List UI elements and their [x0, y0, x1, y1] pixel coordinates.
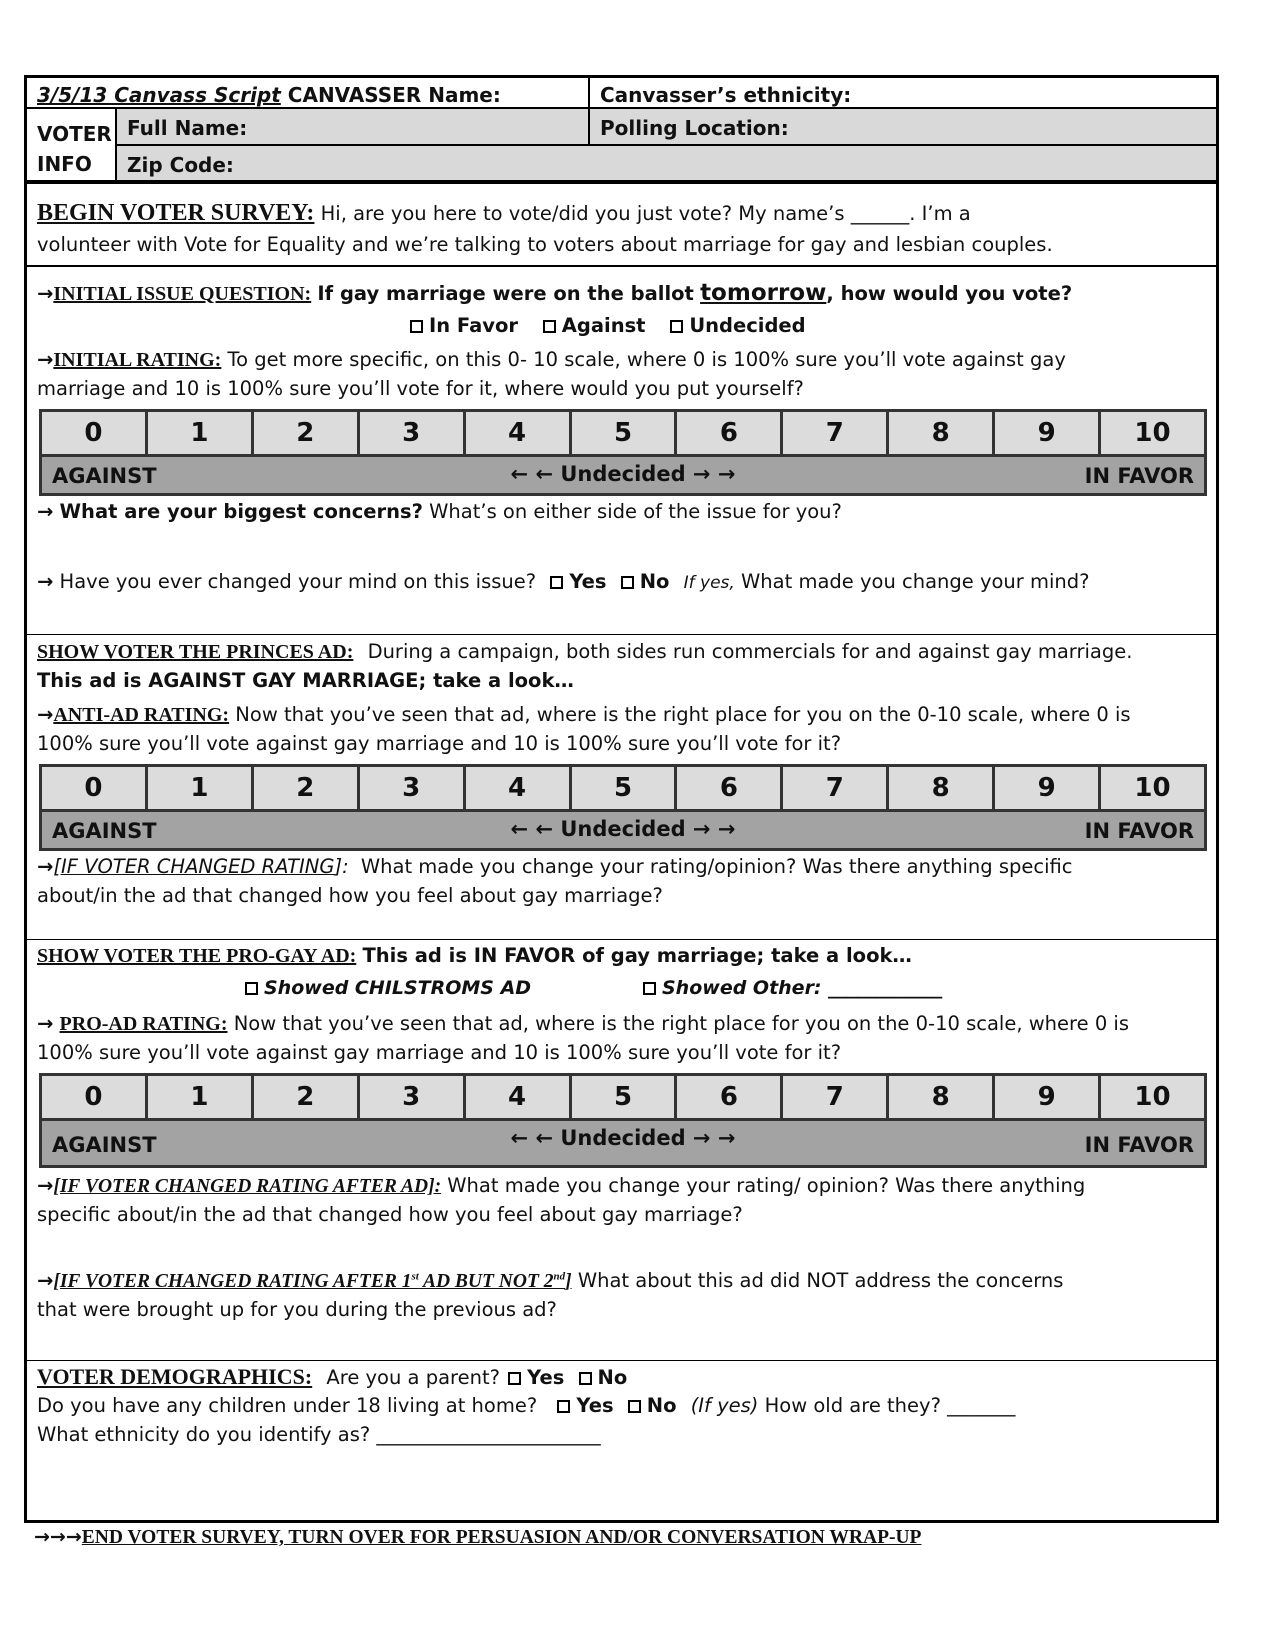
- concerns-line: → What are your biggest concerns? What’s on either side of the issue for you?: [37, 500, 842, 523]
- scale-in-favor-label: IN FAVOR: [1084, 464, 1194, 488]
- header-title-cell: [27, 78, 590, 109]
- children-age-question[interactable]: How old are they? _______: [764, 1394, 1016, 1417]
- children-yes-label: Yes: [576, 1394, 614, 1417]
- begin-survey-line-1: [37, 200, 971, 227]
- begin-survey-heading: BEGIN VOTER SURVEY:: [37, 200, 315, 226]
- showed-chilstroms-checkbox[interactable]: [245, 982, 258, 995]
- canvasser-ethnicity-cell[interactable]: [590, 78, 1216, 109]
- label-part-b: AD BUT NOT 2: [418, 1271, 554, 1292]
- scale-option-10[interactable]: 10: [1134, 1082, 1171, 1112]
- full-name-field[interactable]: [117, 109, 590, 146]
- footer-arrows-icon: →→→: [34, 1526, 82, 1548]
- scale-option-8[interactable]: 8: [889, 767, 995, 809]
- children-yes-checkbox[interactable]: [557, 1400, 570, 1413]
- label-part-a: [IF VOTER CHANGED RATING AFTER 1: [53, 1271, 412, 1292]
- if-changed-1st-not-2nd-line-2: that were brought up for you during the previous ad?: [37, 1298, 557, 1321]
- pro-ad-rating-line-1: → PRO-AD RATING: Now that you’ve seen that ad, where is the right place for you on the 0-10 scale, where 0 is: [37, 1012, 1129, 1035]
- left-arrows-icon: ← ←: [510, 462, 554, 486]
- scale-option-6[interactable]: 6: [677, 1076, 783, 1118]
- scale-option-6[interactable]: 6: [677, 412, 783, 454]
- children-no-label: No: [646, 1394, 677, 1417]
- children-if-yes: (If yes): [690, 1394, 759, 1417]
- canvasser-name-label: CANVASSER Name:: [287, 83, 501, 107]
- scale-option-2[interactable]: 2: [254, 767, 360, 809]
- initial-issue-heading: INITIAL ISSUE QUESTION:: [53, 283, 312, 305]
- scale-option-2[interactable]: 2: [254, 412, 360, 454]
- parent-no-label: No: [597, 1366, 628, 1389]
- scale-mid-text: Undecided: [560, 817, 686, 841]
- zip-code-field[interactable]: [117, 146, 1216, 182]
- scale-against-label: AGAINST: [52, 1133, 157, 1157]
- if-changed-1st-not-2nd-label: [53, 1271, 571, 1292]
- canvasser-ethnicity-label: Canvasser’s ethnicity:: [600, 83, 852, 107]
- changed-mind-yes-checkbox[interactable]: [550, 576, 563, 589]
- changed-mind-followup: What made you change your mind?: [741, 570, 1090, 593]
- scale-undecided-label: [42, 1126, 1204, 1150]
- label-sup-2: nd: [553, 1270, 566, 1283]
- zip-code-label: Zip Code:: [127, 153, 234, 177]
- pro-gay-ad-heading: SHOW VOTER THE PRO-GAY AD:: [37, 945, 357, 967]
- if-changed-line-2: about/in the ad that changed how you feel about gay marriage?: [37, 884, 663, 907]
- changed-mind-yes-label: Yes: [569, 570, 607, 593]
- arrow-icon: →: [37, 282, 54, 305]
- scale-numbers: [42, 767, 1204, 812]
- showed-other-label: Showed Other: ____________: [662, 977, 943, 999]
- pro-gay-ad-options: [237, 977, 531, 999]
- scale-option-6[interactable]: 6: [677, 767, 783, 809]
- pro-ad-rating-scale: [39, 1073, 1207, 1168]
- scale-legend-bar: [42, 457, 1204, 493]
- scale-against-label: AGAINST: [52, 464, 157, 488]
- scale-option-10[interactable]: 10: [1134, 773, 1171, 803]
- undecided-label: Undecided: [689, 314, 806, 337]
- pro-ad-rating-line-2: 100% sure you’ll vote against gay marriage and 10 is 100% sure you’ll vote for it?: [37, 1041, 842, 1064]
- right-arrows-icon: → →: [692, 1126, 736, 1150]
- changed-mind-line: → Have you ever changed your mind on this issue? Yes No If yes, What made you change your mind?: [37, 570, 1090, 593]
- scale-option-7[interactable]: 7: [783, 767, 889, 809]
- parent-question: Are you a parent?: [326, 1366, 500, 1389]
- scale-numbers: [42, 1076, 1204, 1121]
- initial-rating-scale: [39, 409, 1207, 496]
- showed-chilstroms-label: Showed CHILSTROMS AD: [264, 977, 532, 999]
- header-bottom-rule: [27, 180, 1216, 184]
- anti-ad-rating-text-1: Now that you’ve seen that ad, where is the right place for you on the 0-10 scale, where 0 is: [235, 703, 1131, 726]
- scale-option-10[interactable]: 10: [1134, 418, 1171, 448]
- scale-numbers: [42, 412, 1204, 457]
- if-changed-label: [IF VOTER CHANGED RATING: [53, 855, 335, 878]
- if-changed-1st-not-2nd-line-1: →[IF VOTER CHANGED RATING AFTER 1st AD BUT NOT 2nd] What about this ad did NOT address the concerns: [37, 1269, 1064, 1292]
- scale-option-3[interactable]: 3: [360, 412, 466, 454]
- scale-option-5[interactable]: 5: [572, 1076, 678, 1118]
- scale-option-4[interactable]: 4: [466, 1076, 572, 1118]
- scale-undecided-label: [42, 817, 1204, 841]
- against-label: Against: [561, 314, 646, 337]
- scale-option-8[interactable]: 8: [889, 412, 995, 454]
- concerns-question: What are your biggest concerns?: [59, 500, 423, 523]
- scale-against-label: AGAINST: [52, 819, 157, 843]
- scale-option-9[interactable]: 9: [995, 412, 1101, 454]
- scale-option-1[interactable]: 1: [148, 412, 254, 454]
- right-arrows-icon: → →: [692, 462, 736, 486]
- if-changed-after-ad-label: [IF VOTER CHANGED RATING AFTER AD]:: [53, 1176, 442, 1197]
- voter-info-cell: [27, 109, 117, 182]
- scale-option-4[interactable]: 4: [466, 412, 572, 454]
- scale-option-9[interactable]: 9: [995, 1076, 1101, 1118]
- if-changed-line-1: →[IF VOTER CHANGED RATING]: What made you change your rating/opinion? Was there anything specific: [37, 855, 1073, 878]
- pro-ad-rating-text-1: Now that you’ve seen that ad, where is the right place for you on the 0-10 scale, where 0 is: [233, 1012, 1129, 1035]
- footer-line: [34, 1526, 921, 1549]
- scale-option-7[interactable]: 7: [783, 412, 889, 454]
- begin-survey-line-2: volunteer with Vote for Equality and we’re talking to voters about marriage for gay and lesbian couples.: [37, 233, 1053, 256]
- initial-rating-heading: INITIAL RATING:: [53, 349, 222, 371]
- pro-ad-rating-heading: PRO-AD RATING:: [59, 1013, 228, 1035]
- label-sup-1: st: [411, 1270, 419, 1283]
- scale-option-2[interactable]: 2: [254, 1076, 360, 1118]
- scale-option-0[interactable]: 0: [42, 767, 148, 809]
- princes-ad-line-2: This ad is AGAINST GAY MARRIAGE; take a look…: [37, 669, 574, 692]
- children-no-checkbox[interactable]: [628, 1400, 641, 1413]
- scale-undecided-label: [42, 462, 1204, 486]
- in-favor-checkbox[interactable]: [410, 320, 423, 333]
- scale-option-9[interactable]: 9: [995, 767, 1101, 809]
- scale-option-1[interactable]: 1: [148, 767, 254, 809]
- script-title: 3/5/13 Canvass Script: [37, 83, 281, 107]
- scale-mid-text: Undecided: [560, 1126, 686, 1150]
- anti-ad-rating-line-1: →ANTI-AD RATING: Now that you’ve seen that ad, where is the right place for you on the 0-10 scale, where 0 is: [37, 703, 1131, 726]
- scale-option-0[interactable]: 0: [42, 412, 148, 454]
- scale-option-5[interactable]: 5: [572, 767, 678, 809]
- scale-in-favor-label: IN FAVOR: [1084, 1133, 1194, 1157]
- initial-issue-question: If gay marriage were on the ballot: [317, 282, 694, 305]
- left-arrows-icon: ← ←: [510, 1126, 554, 1150]
- undecided-checkbox[interactable]: [670, 320, 683, 333]
- voter-info-label-1: VOTER: [37, 122, 112, 146]
- princes-ad-heading: SHOW VOTER THE PRINCES AD:: [37, 641, 354, 663]
- footer-text: END VOTER SURVEY, TURN OVER FOR PERSUASION AND/OR CONVERSATION WRAP-UP: [81, 1527, 922, 1548]
- changed-mind-question: Have you ever changed your mind on this issue?: [59, 570, 537, 593]
- parent-yes-label: Yes: [527, 1366, 565, 1389]
- changed-mind-no-label: No: [639, 570, 670, 593]
- scale-option-3[interactable]: 3: [360, 767, 466, 809]
- polling-location-field[interactable]: [590, 109, 1216, 146]
- parent-yes-checkbox[interactable]: [508, 1372, 521, 1385]
- initial-rating-text-1: To get more specific, on this 0- 10 scale, where 0 is 100% sure you’ll vote against gay: [227, 348, 1066, 371]
- demographics-line-2: [37, 1394, 1015, 1417]
- section-divider: [27, 634, 1216, 635]
- initial-rating-line-1: →INITIAL RATING: To get more specific, on this 0- 10 scale, where 0 is 100% sure you’ll vote against gay: [37, 348, 1066, 371]
- survey-form: [24, 75, 1219, 1523]
- scale-in-favor-label: IN FAVOR: [1084, 819, 1194, 843]
- section-divider: [27, 1360, 1216, 1361]
- initial-issue-emphasis: tomorrow: [700, 280, 827, 306]
- label-part-c: ]: [565, 1271, 572, 1292]
- scale-legend-bar: [42, 812, 1204, 848]
- scale-option-8[interactable]: 8: [889, 1076, 995, 1118]
- if-changed-after-ad-line-2: specific about/in the ad that changed how you feel about gay marriage?: [37, 1203, 743, 1226]
- initial-issue-options: [402, 314, 806, 337]
- right-arrows-icon: → →: [692, 817, 736, 841]
- parent-no-checkbox[interactable]: [579, 1372, 592, 1385]
- scale-legend-bar: [42, 1121, 1204, 1165]
- begin-survey-text-1: Hi, are you here to vote/did you just vote? My name’s ______. I’m a: [320, 202, 971, 225]
- demographics-line-3[interactable]: What ethnicity do you identify as? _______________________: [37, 1423, 601, 1446]
- if-changed-text-1: What made you change your rating/opinion? Was there anything specific: [360, 855, 1073, 878]
- scale-option-1[interactable]: 1: [148, 1076, 254, 1118]
- pro-gay-ad-text: This ad is IN FAVOR of gay marriage; take a look…: [362, 944, 912, 967]
- initial-issue-question-end: , how would you vote?: [826, 282, 1073, 305]
- left-arrows-icon: ← ←: [510, 817, 554, 841]
- changed-mind-if-yes: If yes,: [683, 573, 735, 593]
- if-changed-label-end: ]:: [334, 855, 349, 878]
- initial-rating-line-2: marriage and 10 is 100% sure you’ll vote for it, where would you put yourself?: [37, 377, 804, 400]
- scale-mid-text: Undecided: [560, 462, 686, 486]
- polling-location-label: Polling Location:: [600, 116, 789, 140]
- demographics-line-1: [37, 1364, 627, 1390]
- pro-gay-ad-other: [635, 977, 942, 999]
- concerns-followup: What’s on either side of the issue for you?: [429, 500, 842, 523]
- pro-gay-ad-line: [37, 944, 912, 968]
- against-checkbox[interactable]: [543, 320, 556, 333]
- scale-option-3[interactable]: 3: [360, 1076, 466, 1118]
- in-favor-label: In Favor: [429, 314, 518, 337]
- section-divider: [27, 939, 1216, 940]
- anti-ad-rating-scale: [39, 764, 1207, 851]
- section-divider: [27, 265, 1216, 267]
- voter-info-label-2: INFO: [37, 152, 92, 176]
- if-changed-after-ad-line-1: →[IF VOTER CHANGED RATING AFTER AD]: What made you change your rating/ opinion? Was there anything: [37, 1174, 1086, 1197]
- showed-other-checkbox[interactable]: [643, 982, 656, 995]
- if-changed-after-ad-text-1: What made you change your rating/ opinion? Was there anything: [447, 1174, 1086, 1197]
- changed-mind-no-checkbox[interactable]: [621, 576, 634, 589]
- scale-option-4[interactable]: 4: [466, 767, 572, 809]
- anti-ad-rating-line-2: 100% sure you’ll vote against gay marriage and 10 is 100% sure you’ll vote for it?: [37, 732, 842, 755]
- full-name-label: Full Name:: [127, 116, 248, 140]
- anti-ad-rating-heading: ANTI-AD RATING:: [53, 704, 230, 726]
- scale-option-5[interactable]: 5: [572, 412, 678, 454]
- children-question: Do you have any children under 18 living at home?: [37, 1394, 538, 1417]
- initial-issue-line: [37, 280, 1072, 306]
- princes-ad-line-1: [37, 640, 1132, 664]
- demographics-heading: VOTER DEMOGRAPHICS:: [37, 1364, 313, 1389]
- scale-option-0[interactable]: 0: [42, 1076, 148, 1118]
- scale-option-7[interactable]: 7: [783, 1076, 889, 1118]
- if-changed-1st-not-2nd-text-1: What about this ad did NOT address the concerns: [577, 1269, 1064, 1292]
- princes-ad-text: During a campaign, both sides run commercials for and against gay marriage.: [367, 640, 1133, 663]
